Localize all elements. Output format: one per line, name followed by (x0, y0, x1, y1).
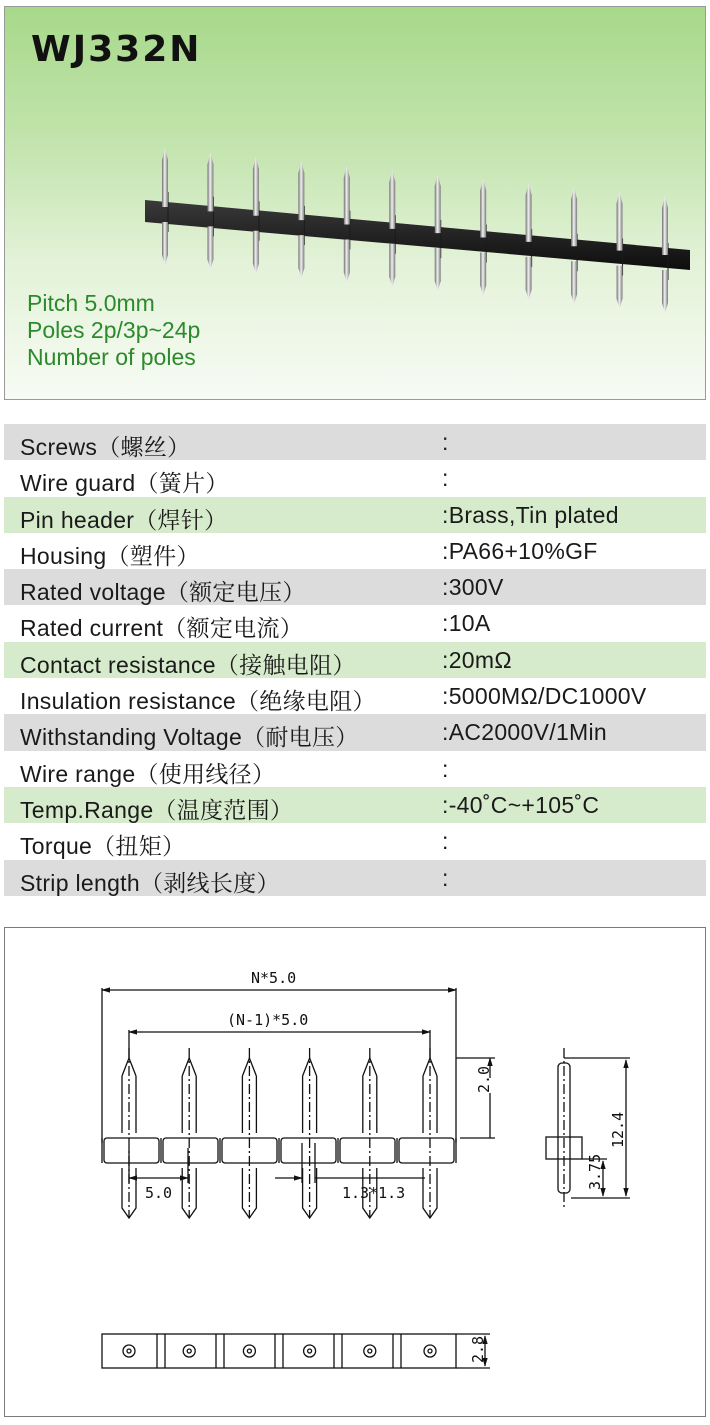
housing-strip (145, 200, 690, 270)
pin-hole-center (187, 1349, 191, 1353)
model-title: WJ332N (31, 29, 202, 70)
pin-hole (123, 1345, 135, 1357)
housing-block (340, 1138, 395, 1163)
spec-label: Withstanding Voltage（耐电压） (20, 724, 359, 751)
dim-span: (N-1)*5.0 (227, 1011, 309, 1029)
pin-top (662, 196, 668, 255)
spec-value: :Brass,Tin plated (442, 501, 619, 528)
pin-bottom (298, 235, 304, 278)
spec-value: :300V (442, 574, 504, 601)
housing-block (163, 1138, 218, 1163)
spec-row-temp-range (4, 787, 706, 823)
pin-bottom (480, 253, 486, 296)
pin-bottom (162, 222, 168, 265)
spec-label: Contact resistance（接触电阻） (20, 651, 356, 678)
poles-spec: Poles 2p/3p~24p (27, 317, 201, 343)
housing-block (281, 1138, 336, 1163)
product-photo (135, 142, 700, 312)
pin-bottom (571, 261, 577, 304)
spec-label: Rated voltage（额定电压） (20, 579, 306, 606)
spec-row-screws (4, 424, 706, 460)
pin-top (526, 183, 532, 242)
pin-hole (183, 1345, 195, 1357)
spec-value: :AC2000V/1Min (442, 719, 607, 746)
pin-top (344, 165, 350, 224)
dim-pin-size: 1.3*1.3 (342, 1184, 406, 1202)
spec-value: : (442, 828, 449, 855)
pin-hole (243, 1345, 255, 1357)
dim-top-offset: 2.0 (475, 1065, 493, 1093)
spec-value: :5000MΩ/DC1000V (442, 683, 647, 710)
pin-top (253, 157, 259, 216)
spec-row-pin-header (4, 497, 706, 533)
spec-row-insulation-resistance (4, 678, 706, 714)
spec-value: : (442, 429, 449, 455)
pin-top (480, 179, 486, 238)
dimension-drawing (5, 928, 705, 1416)
dim-base-height: 2.8 (469, 1335, 487, 1363)
housing-block (104, 1138, 159, 1163)
spec-value: :PA66+10%GF (442, 537, 598, 564)
dim-total-width: N*5.0 (251, 969, 297, 987)
dim-total-height: 12.4 (609, 1111, 627, 1148)
spec-label: Temp.Range（温度范围） (20, 796, 294, 823)
pin-top (162, 148, 168, 207)
spec-label: Rated current（额定电流） (20, 615, 304, 642)
spec-value: :-40˚C~+105˚C (442, 791, 600, 818)
spec-table (4, 424, 706, 896)
spec-row-torque (4, 823, 706, 859)
pin-bottom (207, 226, 213, 269)
pin-bottom (526, 257, 532, 300)
pin-hole-center (428, 1349, 432, 1353)
spec-label: Strip length（剥线长度） (20, 869, 280, 896)
spec-label: Pin header（焊针） (20, 506, 228, 533)
pin-bottom (617, 266, 623, 309)
spec-label: Wire range（使用线径） (20, 760, 276, 787)
spec-row-withstanding-voltage (4, 714, 706, 750)
technical-drawing (4, 927, 706, 1417)
pin-bottom (344, 239, 350, 282)
spec-value: :20mΩ (442, 646, 512, 673)
spec-row-rated-current (4, 605, 706, 641)
spec-row-housing (4, 533, 706, 569)
pin-top (389, 170, 395, 229)
spec-row-strip-length (4, 860, 706, 896)
pin-bottom (389, 244, 395, 287)
housing-block (399, 1138, 454, 1163)
pin-top (435, 174, 441, 233)
header-spec-list (27, 290, 200, 371)
pin-top (571, 187, 577, 246)
pin-hole (424, 1345, 436, 1357)
spec-row-wire-range (4, 751, 706, 787)
dim-pitch: 5.0 (145, 1184, 173, 1202)
pin-hole (304, 1345, 316, 1357)
pin-hole-center (308, 1349, 312, 1353)
spec-label: Screws（螺丝） (20, 434, 191, 460)
product-header-panel (4, 6, 706, 400)
spec-label: Insulation resistance（绝缘电阻） (20, 688, 376, 715)
pin-bottom (435, 248, 441, 291)
spec-value: : (442, 864, 449, 891)
spec-value: : (442, 465, 449, 492)
spec-row-wire-guard (4, 460, 706, 496)
pin-hole-center (127, 1349, 131, 1353)
pitch-spec: Pitch 5.0mm (27, 290, 155, 316)
spec-value: :10A (442, 610, 491, 637)
dim-bottom-length: 3.75 (586, 1153, 604, 1190)
pin-top (298, 161, 304, 220)
pin-bottom (662, 270, 668, 312)
pin-top (617, 192, 623, 251)
spec-label: Torque（扭矩） (20, 833, 186, 860)
number-of-poles-spec: Number of poles (27, 344, 196, 370)
pin-top (207, 152, 213, 211)
spec-row-rated-voltage (4, 569, 706, 605)
spec-label: Housing（塑件） (20, 542, 200, 569)
spec-row-contact-resistance (4, 642, 706, 678)
spec-label: Wire guard（簧片） (20, 470, 229, 497)
pin-hole-center (247, 1349, 251, 1353)
pin-bottom (253, 231, 259, 274)
spec-value: : (442, 755, 449, 782)
pin-hole-center (368, 1349, 372, 1353)
pin-hole (364, 1345, 376, 1357)
